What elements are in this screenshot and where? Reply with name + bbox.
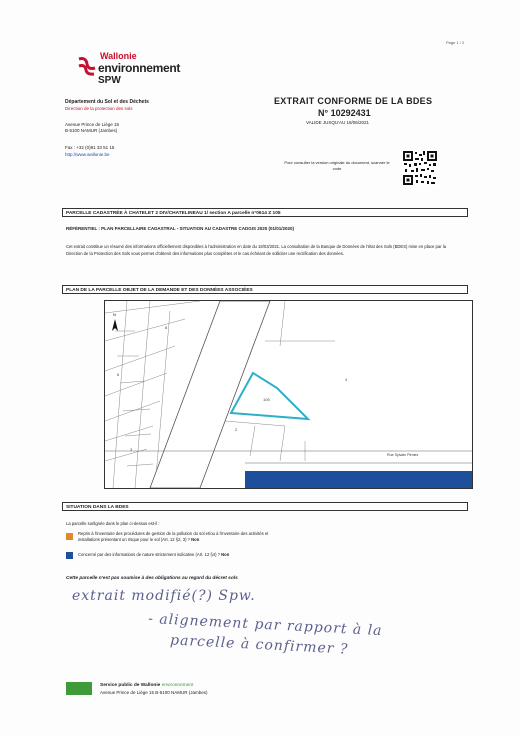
obligation-note: Cette parcelle n'est pas soumise à des obligations au regard du décret sols [66, 576, 238, 581]
inventory-answer: Non [191, 537, 200, 542]
indicative-answer: Non [221, 552, 230, 557]
qr-code-icon[interactable] [402, 150, 438, 186]
footer-logo-block [66, 682, 92, 695]
direction-name: Direction de la protection des sols [65, 106, 133, 111]
svg-text:105: 105 [263, 397, 270, 402]
map-section-bar: PLAN DE LA PARCELLE OBJET DE LA DEMANDE ET DES DONNÉES ASSOCIÉES [62, 285, 468, 294]
svg-text:6: 6 [117, 372, 120, 377]
footer-service-env: environnement [161, 683, 194, 688]
department-name: Département du Sol et des Déchets [65, 99, 149, 105]
validity-date: VALIDE JUSQU'AU 18/06/2021 [306, 120, 370, 125]
svg-text:8: 8 [165, 325, 168, 330]
indicative-question-text: Concerné par des informations de nature strictement indicative (Art. 12 §4) ? [78, 552, 220, 557]
inventory-question-line2: installations présentant un risque pour le sol (Art. 12 §2, 3) ? [78, 537, 190, 542]
inventory-question-cont [78, 537, 199, 542]
logo-spw-text: SPW [98, 75, 121, 86]
document-title: EXTRAIT CONFORME DE LA BDES [274, 96, 433, 106]
logo-wallonie-text: Wallonie [100, 51, 137, 61]
page-number: Page 1 / 2 [446, 40, 465, 45]
footer-service [100, 683, 193, 688]
fax-number: Fax : +32 (0)81 33 51 15 [65, 145, 115, 150]
inventory-question-line1: Repris à l'inventaire des procédures de gestion de la pollution du sol et/ou à l'inventaire des activités et [78, 531, 269, 536]
address-line-2: B-5100 NAMUR (Jambes) [65, 128, 118, 133]
handwritten-note-line1: extrait modifié(?) Spw. [72, 588, 256, 604]
cadastral-map-drawing [105, 301, 472, 488]
parcel-header-bar: PARCELLE CADASTRÉE À CHATELET 2 DIV/CHATELINEAU 1/ section A parcelle n°0614 Z 105 [62, 208, 468, 217]
handwritten-note-line3: parcelle à confirmer ? [169, 632, 349, 658]
website-link[interactable]: http://www.wallonie.be [65, 152, 110, 157]
referential-text: RÉFÉRENTIEL : PLAN PARCELLAIRE CADASTRAL - SITUATION AU CADASTRE CADGIS 2020 (01/01/2020) [66, 226, 295, 231]
cadastral-map [104, 300, 473, 489]
indicative-info-zone [245, 471, 472, 488]
street-label: Rue Sylvain Pirmez [387, 453, 419, 457]
summary-paragraph: Cet extrait constitue un résumé des informations officiellement disponibles à l'administration en date du 18/03/2021. La consultation de la Banque de Données de l'état des Sols (BDES) mise en place par la Direction de la Protection des Sols vous permet d'obtenir des informations plus complètes et le cas échéant de solliciter une rectification des données. [66, 244, 447, 256]
blue-legend-square [66, 552, 73, 559]
qr-caption: Pour consulter la version originale du document, scanner le code [284, 160, 390, 171]
logo-environnement-text: environnement [98, 61, 181, 75]
indicative-question [78, 552, 229, 557]
footer-address: Avenue Prince de Liège 15 B-5100 NAMUR (Jambes) [100, 690, 208, 695]
north-label: N [113, 312, 116, 317]
handwritten-note-line2: - alignement par rapport à la [147, 610, 383, 640]
address-line-1: Avenue Prince de Liège 15 [65, 122, 119, 127]
svg-text:3: 3 [130, 447, 133, 452]
situation-intro: La parcelle surlignée dans le plan ci-dessus est-il : [66, 521, 160, 526]
svg-text:4: 4 [345, 377, 348, 382]
wallonie-logo-icon [76, 55, 98, 77]
orange-legend-square [66, 533, 73, 540]
situation-section-bar: SITUATION DANS LA BDES [62, 502, 468, 511]
svg-text:2: 2 [235, 427, 238, 432]
footer-service-name: Service public de Wallonie [100, 683, 161, 688]
document-number: N° 10292431 [318, 108, 371, 118]
